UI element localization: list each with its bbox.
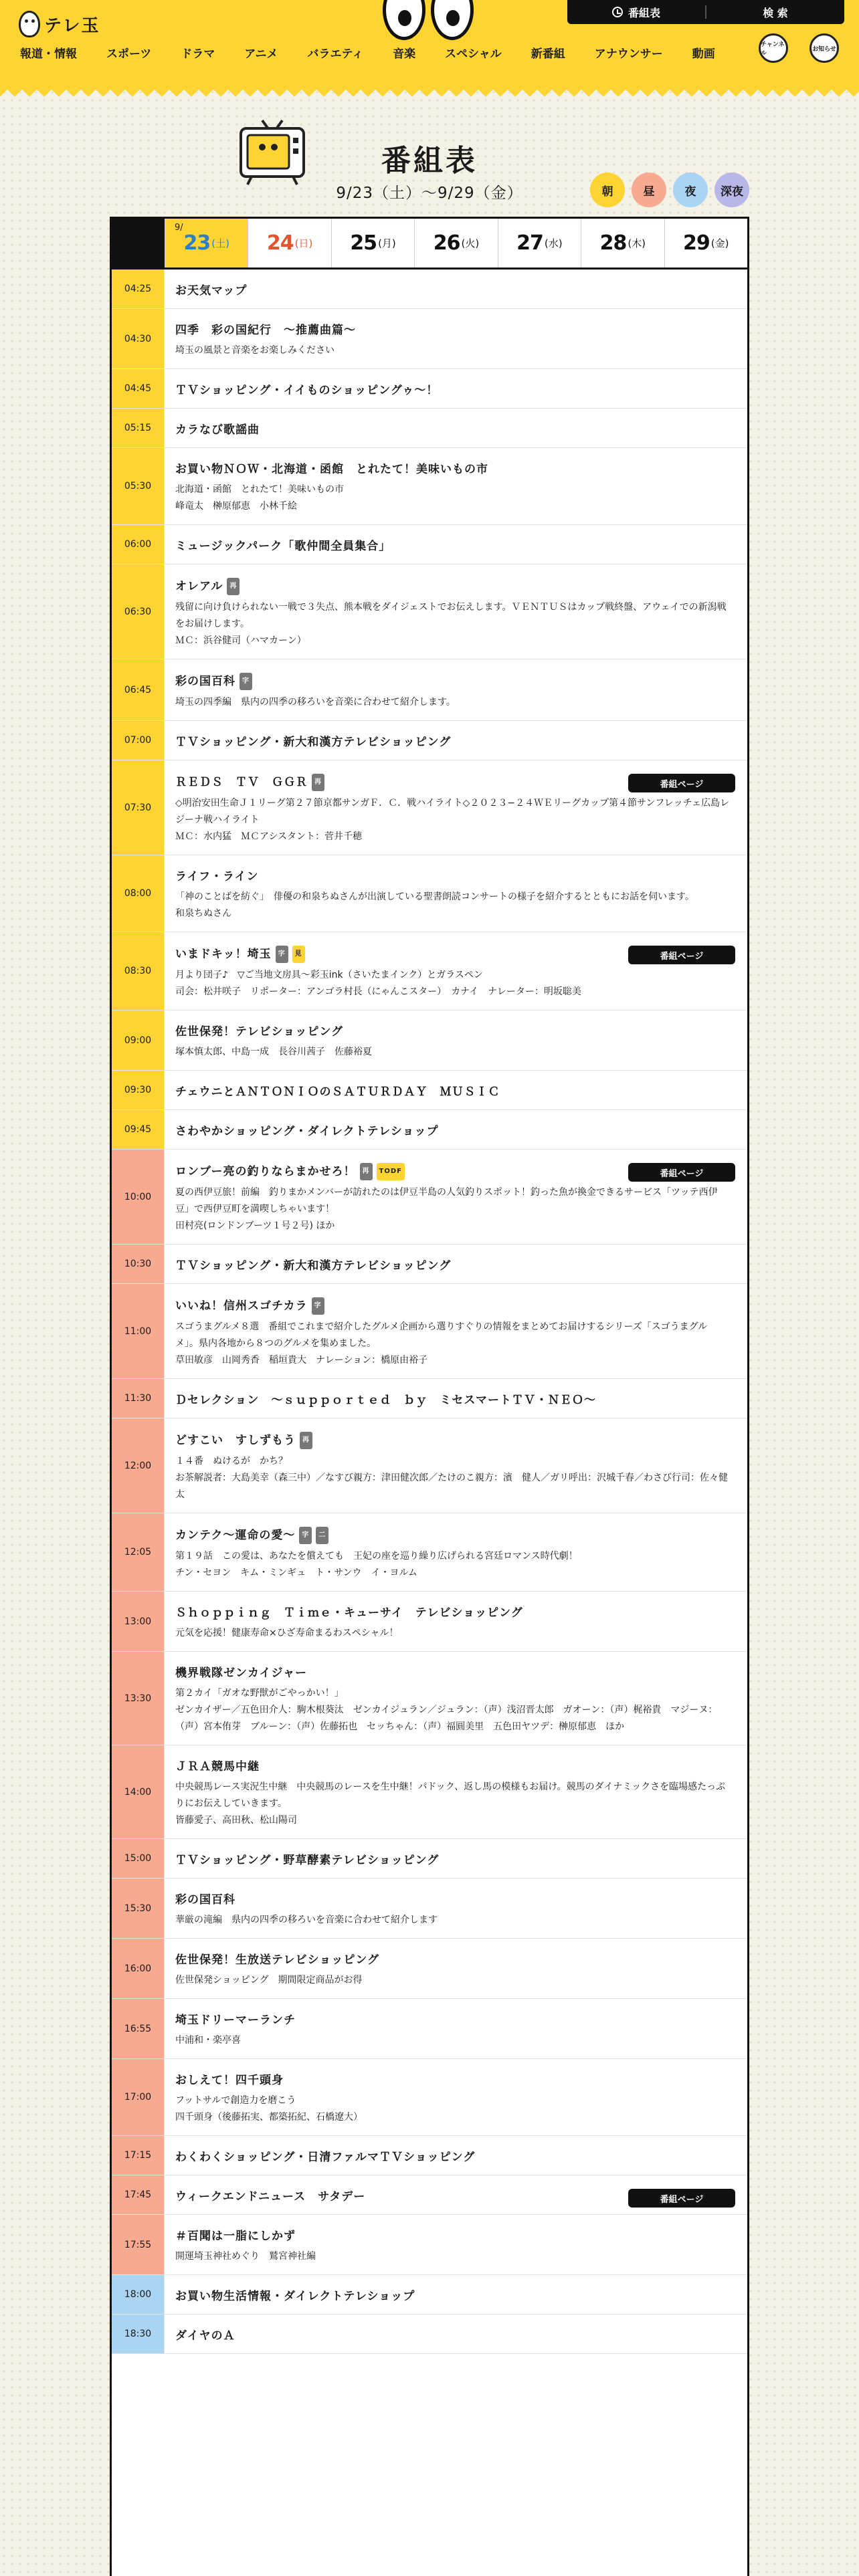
program-time: 12:00 (112, 1418, 165, 1513)
nav-item[interactable]: スポーツ (106, 47, 152, 61)
date-tab[interactable] (664, 219, 747, 267)
program-time: 09:30 (112, 1071, 165, 1109)
program-time: 05:15 (112, 409, 165, 447)
program-row[interactable] (112, 932, 747, 1010)
program-row[interactable] (112, 2059, 747, 2136)
date-tab-weekday: (木) (628, 237, 646, 249)
program-description: 「神のことばを紡ぐ」 俳優の和泉ちぬさんが出演している聖書朗読コンサートの様子を紹介するとともにお話を伺います。 和泉ちぬさん (175, 891, 694, 919)
page-title: 番組表 (381, 144, 478, 178)
mascot-logo-icon (19, 11, 40, 37)
program-description: 埼玉の四季編 県内の四季の移ろいを音楽に合わせて紹介します。 (175, 697, 456, 708)
program-row[interactable] (112, 2315, 747, 2354)
mascot-eyes-icon (383, 0, 476, 41)
date-tab-day: 25 (350, 231, 377, 255)
program-row[interactable] (112, 855, 747, 932)
program-time: 05:30 (112, 448, 165, 524)
program-title[interactable]: どすこい すしずもう 再 (175, 1432, 734, 1449)
program-row[interactable] (112, 409, 747, 448)
program-time: 11:00 (112, 1284, 165, 1378)
program-row[interactable] (112, 2175, 747, 2215)
program-title[interactable]: 佐世保発！テレビショッピング (175, 1025, 343, 1039)
program-title[interactable]: 佐世保発！生放送テレビショッピング (175, 1953, 379, 1967)
program-time: 10:00 (112, 1150, 165, 1244)
program-body (165, 2136, 747, 2175)
program-row[interactable] (112, 1071, 747, 1110)
program-row[interactable] (112, 1284, 747, 1379)
program-time: 11:30 (112, 1379, 165, 1418)
program-title[interactable]: ダイヤのＡ (175, 2329, 235, 2343)
program-body (165, 2215, 747, 2274)
date-tab-weekday: (火) (461, 237, 480, 249)
program-page-button[interactable]: 番組ページ (628, 946, 735, 964)
program-body (165, 2315, 747, 2353)
program-time: 14:00 (112, 1745, 165, 1838)
time-slot-button[interactable]: 昼 (632, 173, 666, 207)
date-tab-month: 9/ (175, 223, 183, 233)
logo-text: テレ玉 (44, 15, 100, 36)
date-tab-day: 28 (599, 231, 627, 255)
program-body (165, 564, 747, 659)
program-row[interactable] (112, 1010, 747, 1071)
date-tab-weekday: (水) (544, 237, 563, 249)
main-nav (20, 44, 745, 61)
program-body (165, 721, 747, 760)
program-description: 開運埼玉神社めぐり 鷲宮神社編 (175, 2251, 316, 2262)
program-title[interactable]: チェウニとＡＮＴＯＮＩＯのＳＡＴＵＲＤＡＹ ＭＵＳＩＣ (175, 1085, 500, 1099)
program-title[interactable]: さわやかショッピング・ダイレクトテレショップ (175, 1125, 439, 1138)
program-time: 09:45 (112, 1110, 165, 1149)
date-tab-weekday: (日) (294, 237, 313, 249)
program-time: 04:45 (112, 369, 165, 408)
program-body (165, 1999, 747, 2058)
program-badge: 字 (240, 673, 252, 690)
program-row[interactable] (112, 1379, 747, 1418)
program-time: 17:55 (112, 2215, 165, 2274)
nav-item[interactable]: バラエティ (307, 47, 364, 61)
program-body (165, 1745, 747, 1838)
date-tabs (112, 219, 747, 270)
time-slot-button[interactable]: 夜 (673, 173, 708, 207)
program-body (165, 448, 747, 524)
program-body (165, 1592, 747, 1651)
program-time: 04:30 (112, 309, 165, 368)
program-title[interactable]: ウィークエンドニュース サタデー (175, 2190, 366, 2204)
program-description: 佐世保発ショッピング 期間限定商品がお得 (175, 1975, 363, 1985)
program-row[interactable] (112, 721, 747, 760)
program-title[interactable]: ＴＶショッピング・野草酵素テレビショッピング (175, 1854, 440, 1867)
program-row[interactable] (112, 1939, 747, 1999)
program-body (165, 1418, 747, 1513)
program-badge: TODF (377, 1163, 405, 1180)
program-row[interactable] (112, 1999, 747, 2059)
program-list (112, 270, 747, 2354)
program-row[interactable] (112, 1150, 747, 1245)
program-title[interactable]: ロンブー亮の釣りならまかせろ！ 再 TODF (175, 1163, 734, 1180)
program-title[interactable]: 彩の国百科 (175, 1893, 235, 1907)
site-logo[interactable] (19, 11, 100, 37)
program-time: 18:00 (112, 2275, 165, 2314)
nav-item[interactable]: アニメ (244, 47, 278, 61)
program-description: 中央競馬レース実況生中継 中央競馬のレースを生中継！パドック、返し馬の模様もお届け。競馬のダイナミックさを臨場感たっぷりにお伝えしていきます。 皆藤愛子、高田秋、松山陽司 (175, 1782, 726, 1826)
program-row[interactable] (112, 1592, 747, 1652)
program-time: 15:30 (112, 1879, 165, 1938)
program-time: 12:05 (112, 1513, 165, 1591)
program-time: 09:00 (112, 1010, 165, 1070)
program-time: 16:55 (112, 1999, 165, 2058)
program-row[interactable] (112, 2215, 747, 2275)
date-tab[interactable] (581, 219, 664, 267)
program-title[interactable]: オレアル 再 (175, 578, 734, 595)
program-description: 北海道・函館 とれたて！美味いもの市 峰竜太 榊原郁恵 小林千絵 (175, 484, 344, 512)
program-body (165, 1150, 747, 1244)
program-badge: 再 (300, 1432, 312, 1449)
program-description: 埼玉の風景と音楽をお楽しみください (175, 345, 335, 356)
program-title[interactable]: ＴＶショッピング・新大和漢方テレビショッピング (175, 1259, 452, 1273)
nav-item[interactable]: 新番組 (531, 47, 565, 61)
program-title[interactable]: ＪＲＡ競馬中継 (175, 1760, 260, 1774)
schedule-button[interactable] (567, 0, 705, 24)
program-title[interactable]: Ｓｈｏｐｐｉｎｇ Ｔｉｍｅ・キューサイ テレビショッピング (175, 1606, 523, 1620)
program-row[interactable] (112, 564, 747, 659)
program-body (165, 369, 747, 408)
nav-item[interactable]: 動画 (692, 47, 715, 61)
schedule-table (110, 217, 749, 2576)
program-description: 第１９話 この愛は、あなたを償えても 王妃の座を巡り繰り広げられる宮廷ロマンス時代劇！ チン・セヨン キム・ミンギュ ト・サンウ イ・ヨルム (175, 1551, 578, 1578)
program-description: ◇明治安田生命Ｊ１リーグ第２７節京都サンガＦ．Ｃ．戦ハイライト◇２０２３−２４ＷＥリーグカップ第４節サンフレッチェ広島レジーナ戦ハイライト ＭＣ：水内猛 ＭＣアシスタント：菅井千穂 (175, 798, 730, 842)
program-row[interactable] (112, 659, 747, 721)
program-time: 06:45 (112, 659, 165, 720)
program-time: 08:00 (112, 855, 165, 932)
program-title[interactable]: 彩の国百科 字 (175, 673, 734, 690)
notice-icon-label: お知らせ (812, 45, 836, 53)
program-body (165, 2175, 747, 2214)
program-time: 16:00 (112, 1939, 165, 1998)
program-row[interactable] (112, 2275, 747, 2315)
program-time: 10:30 (112, 1245, 165, 1283)
program-title[interactable]: いいね！信州スゴチカラ 字 (175, 1297, 734, 1315)
program-body (165, 932, 747, 1010)
program-title[interactable]: お買い物生活情報・ダイレクトテレショップ (175, 2290, 415, 2303)
program-title[interactable]: ＲＥＤＳ ＴＶ ＧＧＲ 再 (175, 774, 734, 791)
program-title[interactable]: 四季 彩の国紀行 〜推薦曲篇〜 (175, 324, 356, 337)
program-time: 17:45 (112, 2175, 165, 2214)
nav-item[interactable]: 音楽 (393, 47, 416, 61)
program-description: 残留に向け負けられない一戦で３失点、熊本戦をダイジェストでお伝えします。ＶＥＮＴＵＳはカップ戦終盤、アウェイでの新潟戦をお届けします。 ＭＣ：浜谷健司（ハマカーン） (175, 602, 727, 646)
program-description: 月より団子♪ ▽ご当地文房具〜彩玉ink（さいたまインク）とガラスペン 司会：松井咲子 リポーター：アンゴラ村長（にゃんこスター） カナイ ナレーター：明坂聡美 (175, 970, 581, 997)
program-row[interactable] (112, 1513, 747, 1592)
date-tab-day: 23 (183, 231, 211, 255)
program-row[interactable] (112, 1245, 747, 1284)
date-tab[interactable] (248, 219, 330, 267)
program-description: スゴうまグルメ８選 番組でこれまで紹介したグルメ企画から選りすぐりの情報をまとめてお届けするシリーズ「スゴうまグルメ」。県内各地から８つのグルメを集めました。 草田敏彦 山岡秀香 稲垣貴大 ナレーション：橋原由裕子 (175, 1321, 708, 1366)
clock-icon (612, 7, 623, 17)
program-body (165, 855, 747, 932)
program-body (165, 1379, 747, 1418)
program-badge: 二 (316, 1527, 328, 1544)
program-body (165, 2275, 747, 2314)
program-row[interactable] (112, 1879, 747, 1939)
program-row[interactable] (112, 2136, 747, 2175)
program-row[interactable] (112, 369, 747, 409)
program-title[interactable]: 機界戦隊ゼンカイジャー (175, 1667, 308, 1680)
date-tab[interactable] (331, 219, 414, 267)
time-slot-button[interactable]: 深夜 (714, 173, 749, 207)
nav-item[interactable]: アナウンサー (594, 47, 663, 61)
channel-icon-label: チャンネル (761, 41, 785, 57)
date-tab-weekday: (土) (211, 237, 229, 249)
program-description: 中浦和・楽亭喜 (175, 2035, 241, 2046)
date-range: 9/23（土）〜9/29（金） (336, 185, 523, 202)
program-time: 04:25 (112, 270, 165, 308)
program-row[interactable] (112, 1110, 747, 1150)
search-button-label: 検 索 (763, 6, 788, 19)
date-tab[interactable] (165, 219, 248, 267)
program-body (165, 1245, 747, 1283)
program-body (165, 1513, 747, 1591)
nav-item[interactable]: スペシャル (445, 47, 502, 61)
program-row[interactable] (112, 1418, 747, 1513)
program-time: 17:15 (112, 2136, 165, 2175)
program-title[interactable]: わくわくショッピング・日清ファルマＴＶショッピング (175, 2151, 476, 2164)
program-time: 13:00 (112, 1592, 165, 1651)
program-title[interactable]: Ｄセレクション 〜ｓｕｐｐｏｒｔｅｄ ｂｙ ミセスマートＴＶ・ＮＥＯ〜 (175, 1394, 596, 1407)
program-body (165, 409, 747, 447)
program-description: フットサルで創造力を磨こう 四千頭身（後藤拓実、都築拓紀、石橋遼大） (175, 2095, 363, 2123)
program-badge: 字 (276, 946, 288, 963)
date-tab-day: 24 (266, 231, 294, 255)
program-page-button[interactable]: 番組ページ (628, 774, 735, 792)
program-title[interactable]: ＃百聞は一脂にしかず (175, 2230, 296, 2243)
program-time: 07:30 (112, 760, 165, 855)
program-body (165, 309, 747, 368)
program-row[interactable] (112, 760, 747, 855)
program-title[interactable]: ミュージックパーク「歌仲間全員集合」 (175, 540, 391, 553)
program-time: 07:00 (112, 721, 165, 760)
program-title[interactable]: おしえて！四千頭身 (175, 2074, 284, 2087)
program-title[interactable]: お買い物ＮＯＷ・北海道・函館 とれたて！美味いもの市 (175, 463, 488, 476)
program-time: 15:00 (112, 1839, 165, 1878)
program-title[interactable]: お天気マップ (175, 284, 248, 298)
date-tab-day: 27 (516, 231, 543, 255)
program-title[interactable]: カラなび歌謡曲 (175, 423, 260, 437)
program-body (165, 1010, 747, 1070)
date-tab-weekday: (月) (378, 237, 396, 249)
program-badge: 字 (312, 1297, 324, 1315)
program-row[interactable] (112, 1839, 747, 1879)
program-title[interactable]: 埼玉ドリーマーランチ (175, 2014, 296, 2027)
program-badge: 再 (312, 774, 324, 791)
program-description: 塚本慎太郎、中島一成 長谷川茜子 佐藤裕夏 (175, 1047, 372, 1057)
program-title[interactable]: ライフ・ライン (175, 870, 259, 883)
program-title[interactable]: ＴＶショッピング・イイものショッピングゥ〜！ (175, 384, 439, 397)
program-badge: 再 (227, 578, 240, 595)
program-row[interactable] (112, 1652, 747, 1745)
program-row[interactable] (112, 525, 747, 564)
program-time: 18:30 (112, 2315, 165, 2353)
date-tabs-corner (112, 219, 165, 267)
program-row[interactable] (112, 270, 747, 309)
time-slot-buttons (590, 173, 749, 207)
program-time: 06:00 (112, 525, 165, 564)
program-body (165, 1110, 747, 1149)
header-zigzag-divider (0, 87, 859, 99)
program-time: 06:30 (112, 564, 165, 659)
date-tab[interactable] (498, 219, 581, 267)
program-title[interactable]: いまドキッ！埼玉 字 見 (175, 946, 734, 963)
program-time: 13:30 (112, 1652, 165, 1745)
program-description: 夏の西伊豆旅！前編 釣りまかメンバーが訪れたのは伊豆半島の人気釣りスポット！釣った魚が換金できるサービス「ツッテ西伊豆」で西伊豆町を満喫しちゃいます！ 田村亮(ロンドンブーツ１号２号) ほか (175, 1187, 718, 1231)
program-row[interactable] (112, 1745, 747, 1839)
program-description: １４番 ぬけるが かち？ お茶解説者：大島美幸（森三中）／なすび親方：津田健次郎／たけのこ親方：濱 健人／ガリ呼出：沢城千春／わさび行司：佐々健太 (175, 1456, 728, 1500)
program-description: 第２カイ「ガオな野獣がごやっかい！」 ゼンカイザー／五色田介人：駒木根葵汰 ゼンカイジュラン／ジュラン：（声）浅沼晋太郎 ガオーン：（声）梶裕貴 マジーヌ：（声）宮本侑芽 ブルーン：（声）佐藤拓也 セッちゃん：（声）福圓美里 五色田ヤツデ：榊原郁恵 ほか (175, 1688, 718, 1732)
program-body (165, 525, 747, 564)
program-page-button[interactable]: 番組ページ (628, 1163, 735, 1182)
notice-icon[interactable] (809, 33, 839, 63)
date-tab[interactable] (414, 219, 497, 267)
program-time: 17:00 (112, 2059, 165, 2135)
program-page-button[interactable]: 番組ページ (628, 2189, 735, 2208)
program-body (165, 1939, 747, 1998)
program-body (165, 659, 747, 720)
program-body (165, 1284, 747, 1378)
nav-item[interactable]: 報道・情報 (20, 47, 77, 61)
program-body (165, 760, 747, 855)
nav-item[interactable]: ドラマ (181, 47, 215, 61)
program-body (165, 1879, 747, 1938)
date-tab-weekday: (金) (710, 237, 729, 249)
site-header (0, 0, 859, 87)
program-body (165, 2059, 747, 2135)
program-badge: 字 (299, 1527, 312, 1544)
time-slot-button[interactable]: 朝 (590, 173, 625, 207)
program-body (165, 270, 747, 308)
program-title[interactable]: ＴＶショッピング・新大和漢方テレビショッピング (175, 736, 452, 749)
program-time: 08:30 (112, 932, 165, 1010)
channel-icon[interactable] (759, 33, 788, 63)
date-tab-day: 26 (433, 231, 460, 255)
schedule-button-label: 番組表 (628, 6, 660, 19)
date-tab-day: 29 (683, 231, 710, 255)
search-button[interactable] (706, 0, 844, 24)
program-badge: 見 (292, 946, 305, 963)
program-row[interactable] (112, 448, 747, 525)
program-description: 華厳の滝編 県内の四季の移ろいを音楽に合わせて紹介します (175, 1915, 438, 1925)
program-badge: 再 (360, 1163, 373, 1180)
program-row[interactable] (112, 309, 747, 369)
title-area (0, 107, 859, 214)
program-body (165, 1839, 747, 1878)
program-description: 元気を応援！健康寿命×ひざ寿命まるわスペシャル！ (175, 1628, 399, 1638)
program-body (165, 1652, 747, 1745)
program-body (165, 1071, 747, 1109)
top-utility-bar (567, 0, 844, 24)
program-title[interactable]: カンテク〜運命の愛〜 字 二 (175, 1527, 734, 1544)
